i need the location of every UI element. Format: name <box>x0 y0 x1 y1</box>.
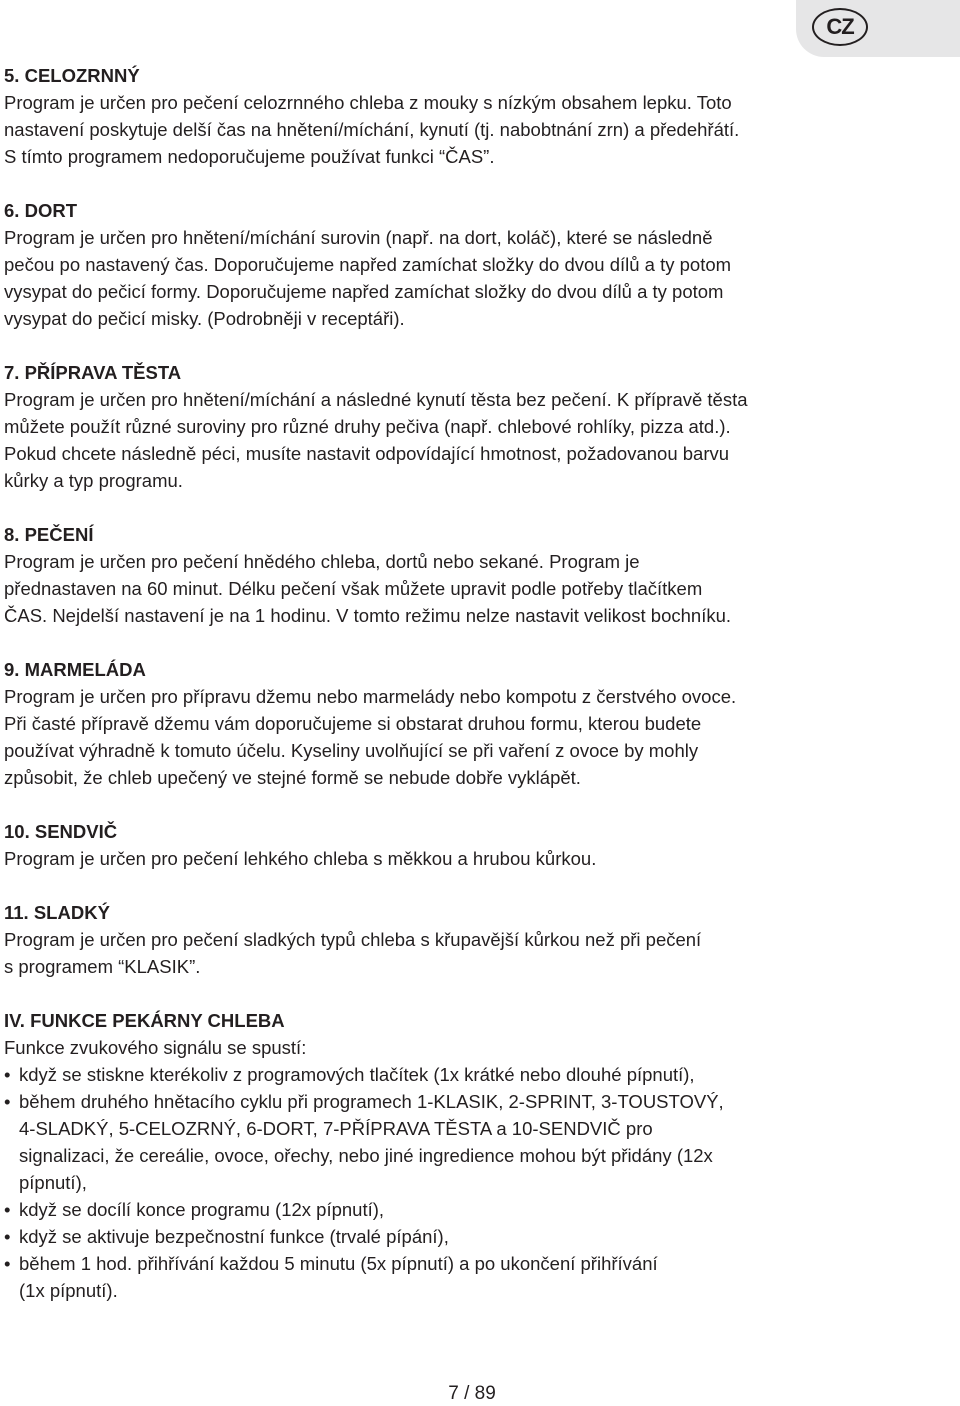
list-line: (1x pípnutí). <box>19 1280 118 1301</box>
section-number: IV. <box>4 1010 25 1031</box>
list-item <box>4 1061 904 1088</box>
body-line: Program je určen pro hnětení/míchání surovin (např. na dort, koláč), které se následně <box>4 227 713 248</box>
section-peceni <box>4 521 904 629</box>
list-line: během 1 hod. přihřívání každou 5 minutu (5x pípnutí) a po ukončení přihřívání <box>19 1253 658 1274</box>
list-line: signalizaci, že cereálie, ovoce, ořechy, nebo jiné ingredience mohou být přidány (12x <box>19 1145 713 1166</box>
list-item <box>4 1223 904 1250</box>
section-intro <box>4 1034 904 1061</box>
section-title: PEČENÍ <box>24 524 94 545</box>
beep-conditions-list <box>4 1061 904 1304</box>
section-heading <box>4 62 904 89</box>
list-line: pípnutí), <box>19 1172 87 1193</box>
body-line: můžete použít různé suroviny pro různé druhy pečiva (např. chlebové rohlíky, pizza atd.). <box>4 416 731 437</box>
section-body <box>4 845 904 872</box>
body-line: kůrky a typ programu. <box>4 470 183 491</box>
section-title: CELOZRNNÝ <box>24 65 140 86</box>
section-number: 10. <box>4 821 30 842</box>
body-line: přednastaven na 60 minut. Délku pečení však můžete upravit podle potřeby tlačítkem <box>4 578 703 599</box>
section-number: 5. <box>4 65 20 86</box>
section-celozrnny <box>4 62 904 170</box>
section-body <box>4 683 904 791</box>
section-body <box>4 926 904 980</box>
section-sladky <box>4 899 904 980</box>
bullet-icon: • <box>4 1226 11 1247</box>
bullet-icon: • <box>4 1253 11 1274</box>
language-badge <box>812 8 868 46</box>
section-title: FUNKCE PEKÁRNY CHLEBA <box>30 1010 285 1031</box>
bullet-icon: • <box>4 1199 11 1220</box>
list-line: když se aktivuje bezpečnostní funkce (trvalé pípání), <box>19 1226 449 1247</box>
body-line: nastavení poskytuje delší čas na hnětení/míchání, kynutí (tj. nabobtnání zrn) a předehřátí. <box>4 119 740 140</box>
list-line: během druhého hnětacího cyklu při programech 1-KLASIK, 2-SPRINT, 3-TOUSTOVÝ, <box>19 1091 724 1112</box>
section-heading <box>4 656 904 683</box>
section-body <box>4 224 904 332</box>
section-marmelada <box>4 656 904 791</box>
section-body <box>4 548 904 629</box>
body-line: pečou po nastavený čas. Doporučujeme napřed zamíchat složky do dvou dílů a ty potom <box>4 254 732 275</box>
section-title: SENDVIČ <box>34 821 118 842</box>
body-line: s programem “KLASIK”. <box>4 956 201 977</box>
document-content <box>4 62 904 1331</box>
section-number: 11. <box>4 902 29 923</box>
section-heading <box>4 521 904 548</box>
section-heading <box>4 359 904 386</box>
section-title: SLADKÝ <box>33 902 110 923</box>
section-number: 9. <box>4 659 20 680</box>
page-number: 7 / 89 <box>448 1383 496 1404</box>
intro-line: Funkce zvukového signálu se spustí: <box>4 1037 307 1058</box>
section-sendvic <box>4 818 904 872</box>
section-title: MARMELÁDA <box>24 659 146 680</box>
section-title: PŘÍPRAVA TĚSTA <box>24 362 182 383</box>
body-line: Program je určen pro pečení sladkých typů chleba s křupavější kůrkou než při pečení <box>4 929 702 950</box>
body-line: Program je určen pro hnětení/míchání a následné kynutí těsta bez pečení. K přípravě těsta <box>4 389 748 410</box>
section-dort <box>4 197 904 332</box>
list-item <box>4 1088 904 1196</box>
section-heading <box>4 1007 904 1034</box>
list-line: 4-SLADKÝ, 5-CELOZRNÝ, 6-DORT, 7-PŘÍPRAVA TĚSTA a 10-SENDVIČ pro <box>19 1118 653 1139</box>
section-body <box>4 386 904 494</box>
body-line: Program je určen pro pečení hnědého chleba, dortů nebo sekané. Program je <box>4 551 640 572</box>
body-line: vysypat do pečicí misky. (Podrobněji v receptáři). <box>4 308 405 329</box>
section-number: 6. <box>4 200 20 221</box>
body-line: Při časté přípravě džemu vám doporučujeme si obstarat druhou formu, kterou budete <box>4 713 702 734</box>
body-line: Program je určen pro pečení lehkého chleba s měkkou a hrubou kůrkou. <box>4 848 597 869</box>
section-heading <box>4 899 904 926</box>
body-line: S tímto programem nedoporučujeme používat funkci “ČAS”. <box>4 146 495 167</box>
section-body <box>4 89 904 170</box>
section-heading <box>4 818 904 845</box>
body-line: Program je určen pro pečení celozrnného chleba z mouky s nízkým obsahem lepku. Toto <box>4 92 732 113</box>
section-number: 7. <box>4 362 20 383</box>
section-title: DORT <box>24 200 77 221</box>
list-item <box>4 1250 904 1304</box>
body-line: používat výhradně k tomuto účelu. Kyseliny uvolňující se při vaření z ovoce by mohly <box>4 740 699 761</box>
body-line: Program je určen pro přípravu džemu nebo marmelády nebo kompotu z čerstvého ovoce. <box>4 686 737 707</box>
section-heading <box>4 197 904 224</box>
list-line: když se stiskne kterékoliv z programových tlačítek (1x krátké nebo dlouhé pípnutí), <box>19 1064 695 1085</box>
list-item <box>4 1196 904 1223</box>
language-badge-label: CZ <box>826 14 854 39</box>
body-line: ČAS. Nejdelší nastavení je na 1 hodinu. V tomto režimu nelze nastavit velikost bochníku. <box>4 605 732 626</box>
bullet-icon: • <box>4 1064 11 1085</box>
list-line: když se docílí konce programu (12x pípnutí), <box>19 1199 385 1220</box>
body-line: vysypat do pečicí formy. Doporučujeme napřed zamíchat složky do dvou dílů a ty potom <box>4 281 724 302</box>
bullet-icon: • <box>4 1091 11 1112</box>
body-line: způsobit, že chleb upečený ve stejné formě se nebude dobře vyklápět. <box>4 767 581 788</box>
body-line: Pokud chcete následně péci, musíte nastavit odpovídající hmotnost, požadovanou barvu <box>4 443 730 464</box>
section-funkce-pekarny <box>4 1007 904 1304</box>
section-priprava-testa <box>4 359 904 494</box>
section-number: 8. <box>4 524 20 545</box>
